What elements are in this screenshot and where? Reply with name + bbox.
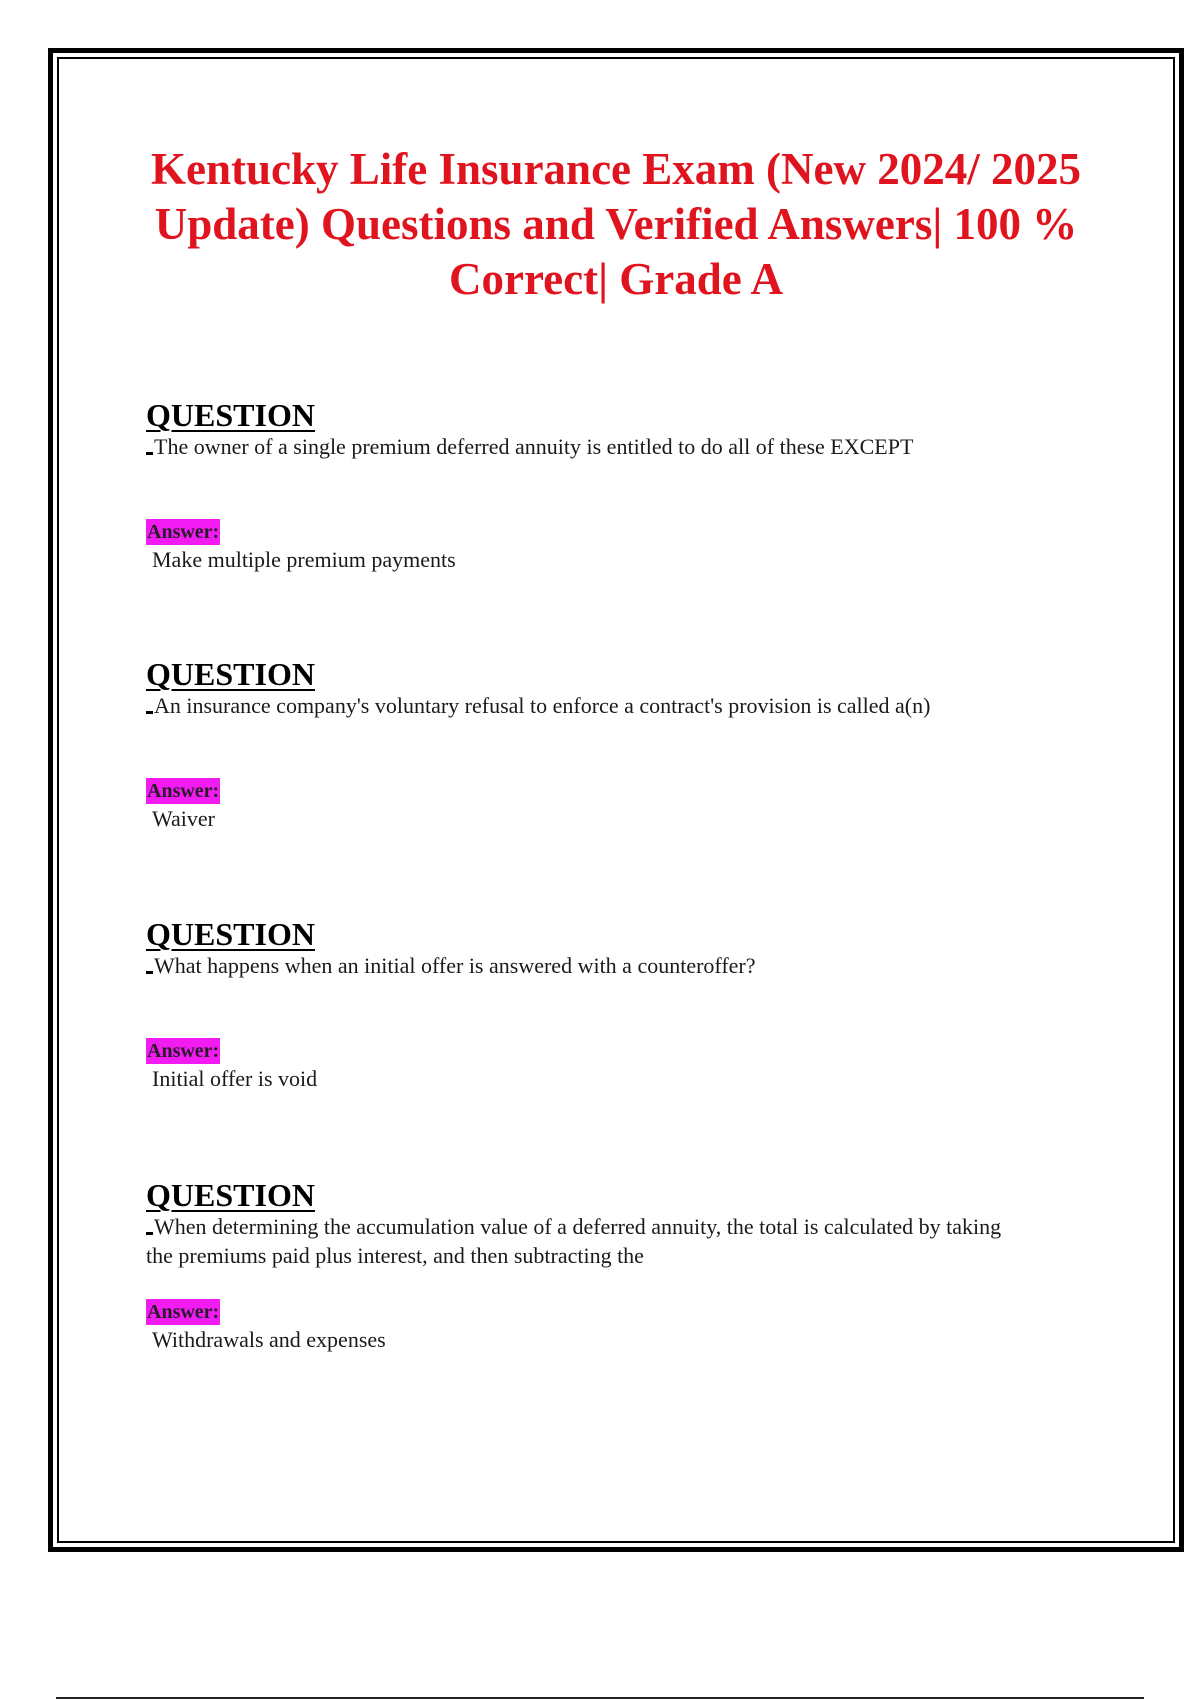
document-title: Kentucky Life Insurance Exam (New 2024/ 2025 Update) Questions and Verified Answers| 100 % Correct| Grade A (151, 144, 1081, 304)
answer-label: Answer: (147, 1040, 220, 1062)
question-heading: QUESTION (146, 397, 315, 433)
question-text-line: When determining the accumulation value of a deferred annuity, the total is calculated by taking (154, 1214, 1002, 1239)
question-text-line: What happens when an initial offer is answered with a counteroffer? (154, 953, 756, 978)
qa-item-2 (146, 657, 1096, 834)
answer-text: Waiver (152, 806, 215, 831)
question-text (146, 432, 1096, 461)
question-marker (146, 971, 153, 974)
answer-label: Answer: (147, 1301, 220, 1323)
answer-text: Make multiple premium payments (152, 547, 456, 572)
qa-item-3 (146, 917, 1096, 1094)
answer-label: Answer: (147, 521, 220, 543)
question-text-line: The owner of a single premium deferred annuity is entitled to do all of these EXCEPT (154, 434, 914, 459)
answer-label: Answer: (147, 780, 220, 802)
answer-text: Initial offer is void (152, 1066, 318, 1091)
answer-text: Withdrawals and expenses (152, 1327, 386, 1352)
question-marker (146, 1232, 153, 1235)
question-text-line: An insurance company's voluntary refusal to enforce a contract's provision is called a(n) (154, 693, 931, 718)
question-text (146, 1212, 1096, 1270)
question-heading: QUESTION (146, 1177, 315, 1213)
qa-item-4 (146, 1178, 1096, 1355)
question-text (146, 691, 1096, 720)
qa-item-1 (146, 398, 1096, 575)
question-marker (146, 711, 153, 714)
footer-rule (56, 1697, 1144, 1699)
question-heading: QUESTION (146, 916, 315, 952)
question-heading: QUESTION (146, 656, 315, 692)
question-text (146, 951, 1096, 980)
question-marker (146, 452, 153, 455)
question-text-continuation: the premiums paid plus interest, and then subtracting the (146, 1243, 644, 1268)
